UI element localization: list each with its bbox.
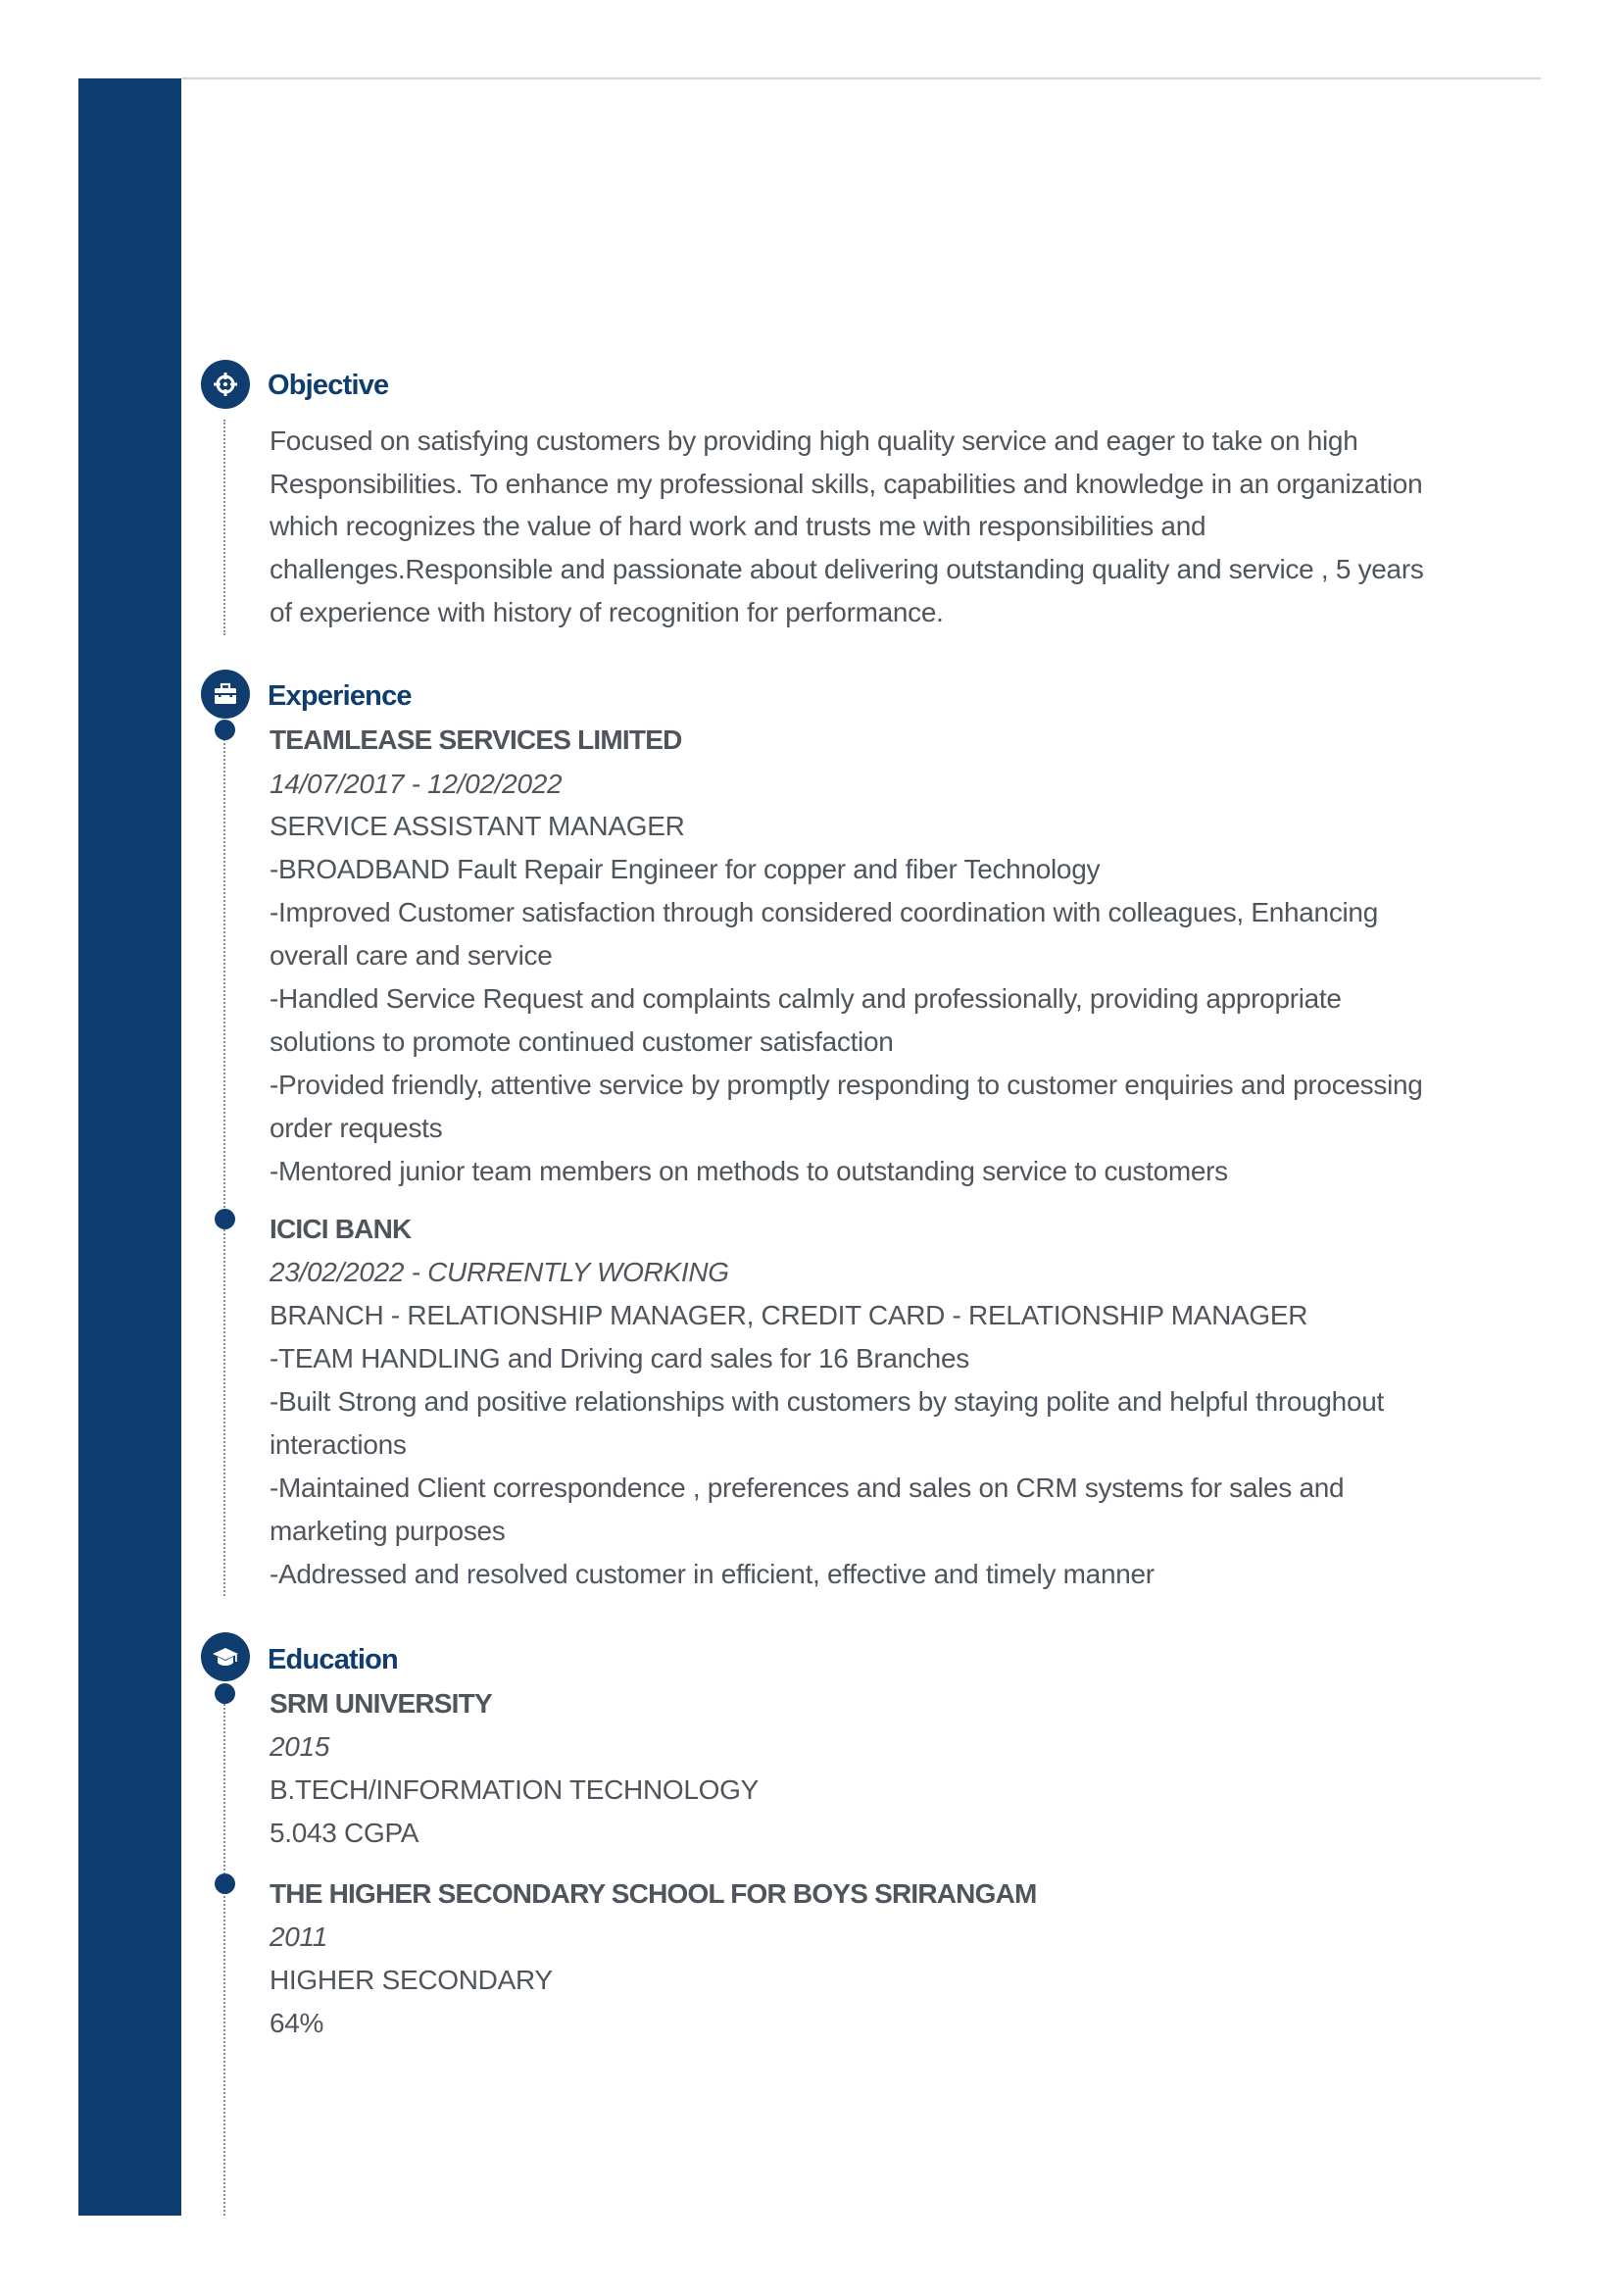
graduation-cap-icon	[201, 1632, 250, 1681]
timeline-dot	[215, 1209, 235, 1229]
experience-bullet: -BROADBAND Fault Repair Engineer for copper and fiber Technology	[270, 854, 1101, 884]
degree: HIGHER SECONDARY	[270, 1965, 553, 1995]
briefcase-icon	[201, 670, 250, 719]
experience-bullet: interactions	[270, 1429, 407, 1460]
objective-text-line: Responsibilities. To enhance my professional skills, capabilities and knowledge in an organization	[270, 469, 1423, 499]
degree: B.TECH/INFORMATION TECHNOLOGY	[270, 1774, 759, 1805]
timeline-dot	[215, 1873, 235, 1894]
school-name: SRM UNIVERSITY	[270, 1688, 492, 1719]
experience-heading: Experience	[268, 680, 412, 712]
employment-dates: 14/07/2017 - 12/02/2022	[270, 769, 563, 799]
timeline-line	[223, 1693, 225, 2216]
school-name: THE HIGHER SECONDARY SCHOOL FOR BOYS SRIRANGAM	[270, 1878, 1037, 1909]
experience-bullet: -Built Strong and positive relationships with customers by staying polite and helpful throughout	[270, 1386, 1384, 1417]
objective-text-line: Focused on satisfying customers by providing high quality service and eager to take on high	[270, 425, 1358, 456]
experience-bullet: -Handled Service Request and complaints calmly and professionally, providing appropriate	[270, 983, 1342, 1014]
crosshair-icon	[201, 360, 250, 409]
job-title: BRANCH - RELATIONSHIP MANAGER, CREDIT CARD - RELATIONSHIP MANAGER	[270, 1300, 1308, 1330]
sidebar-accent-bar	[78, 78, 181, 2216]
employment-dates: 23/02/2022 - CURRENTLY WORKING	[270, 1257, 729, 1287]
experience-bullet: -Maintained Client correspondence , preferences and sales on CRM systems for sales and	[270, 1472, 1345, 1503]
experience-bullet: marketing purposes	[270, 1516, 506, 1546]
experience-bullet: -Improved Customer satisfaction through considered coordination with colleagues, Enhancing	[270, 897, 1378, 927]
objective-heading: Objective	[268, 370, 389, 401]
graduation-year: 2015	[270, 1731, 330, 1762]
experience-bullet: -Mentored junior team members on methods to outstanding service to customers	[270, 1156, 1228, 1186]
job-title: SERVICE ASSISTANT MANAGER	[270, 811, 685, 841]
score: 64%	[270, 2008, 324, 2038]
header-divider	[181, 77, 1541, 79]
experience-bullet: -TEAM HANDLING and Driving card sales for 16 Branches	[270, 1343, 969, 1373]
graduation-year: 2011	[270, 1922, 328, 1952]
timeline-line	[223, 420, 225, 635]
experience-bullet: -Provided friendly, attentive service by promptly responding to customer enquiries and processing	[270, 1070, 1423, 1100]
objective-text-line: which recognizes the value of hard work and trusts me with responsibilities and	[270, 511, 1206, 541]
experience-bullet: order requests	[270, 1113, 443, 1143]
company-name: ICICI BANK	[270, 1214, 412, 1244]
experience-bullet: -Addressed and resolved customer in efficient, effective and timely manner	[270, 1559, 1155, 1589]
company-name: TEAMLEASE SERVICES LIMITED	[270, 724, 682, 755]
experience-bullet: solutions to promote continued customer satisfaction	[270, 1026, 894, 1057]
timeline-dot	[215, 720, 235, 740]
score: 5.043 CGPA	[270, 1818, 419, 1848]
experience-bullet: overall care and service	[270, 940, 553, 971]
timeline-dot	[215, 1683, 235, 1704]
objective-text-line: challenges.Responsible and passionate about delivering outstanding quality and service , 5 years	[270, 554, 1424, 584]
objective-text-line: of experience with history of recognition for performance.	[270, 597, 944, 627]
education-heading: Education	[268, 1644, 398, 1675]
timeline-line	[223, 730, 225, 1596]
